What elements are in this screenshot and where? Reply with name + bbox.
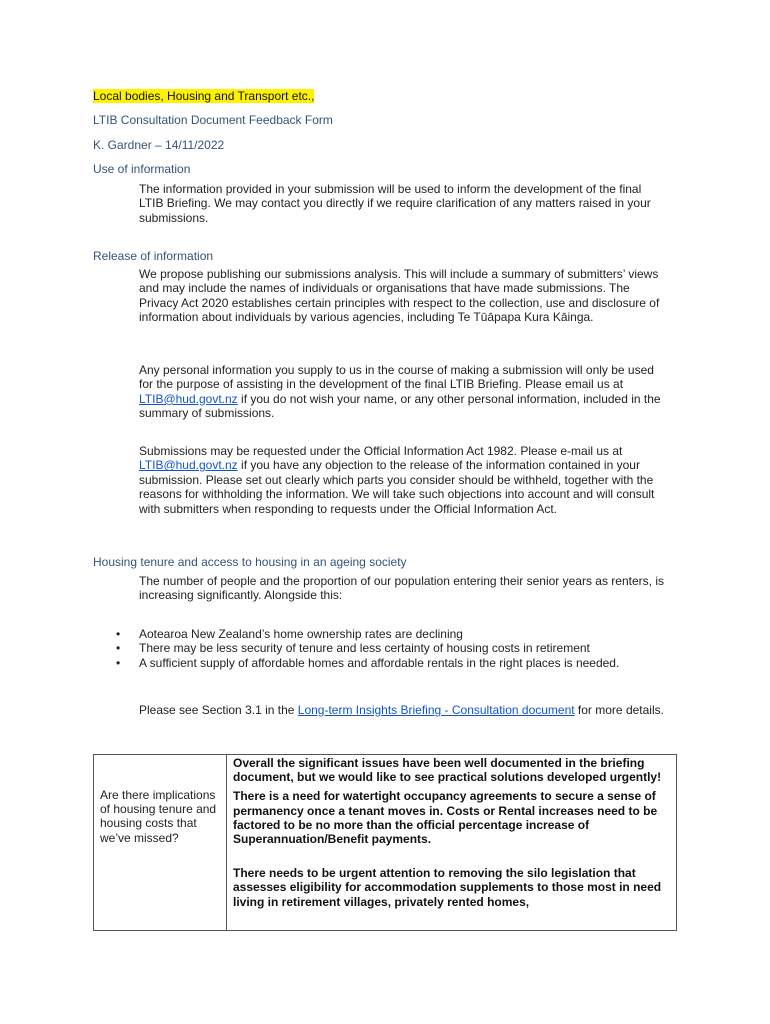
see-section-text: Please see Section 3.1 in the Long-term Insights Briefing - Consultation document for more details.	[139, 703, 664, 717]
housing-tenure-heading: Housing tenure and access to housing in an ageing society	[93, 555, 407, 569]
list-item: • There may be less security of tenure and less certainty of housing costs in retirement	[114, 641, 654, 655]
email-link[interactable]: LTIB@hud.govt.nz	[139, 391, 238, 406]
header-tag: Local bodies, Housing and Transport etc.,	[93, 89, 315, 103]
feedback-table	[93, 754, 677, 931]
answer-paragraph: There needs to be urgent attention to removing the silo legislation that assesses eligibility for accommodation supplements to those most in need living in retirement villages, privately rented homes,	[233, 866, 662, 909]
list-item: • Aotearoa New Zealand’s home ownership rates are declining	[114, 627, 654, 641]
answer-paragraph: There is a need for watertight occupancy agreements to secure a sense of permanency once a tenant moves in. Costs or Rental increases need to be factored to be no more than the official percentage increase of Superannuation/Benefit payments.	[233, 789, 658, 847]
answer-paragraph: Overall the significant issues have been well documented in the briefing document, but we would like to see practical solutions developed urgently!	[233, 756, 662, 785]
consultation-document-link[interactable]: Long-term Insights Briefing - Consultation document	[297, 703, 575, 717]
use-of-information-heading: Use of information	[93, 162, 191, 176]
answer-cell[interactable]	[227, 755, 677, 931]
release-of-information-heading: Release of information	[93, 249, 214, 263]
release-paragraph-1: We propose publishing our submissions analysis. This will include a summary of submitters’ views and may include the names of individuals or organisations that have made submissions. The Privacy Act 2020 establishes certain principles with respect to the collection, use and disclosure of information about individuals by various agencies, including Te Tūāpapa Kura Kāinga.	[139, 267, 660, 325]
housing-tenure-intro: The number of people and the proportion of our population entering their senior years as renters, is increasing significantly. Alongside this:	[139, 574, 664, 603]
list-item: • A sufficient supply of affordable homes and affordable rentals in the right places is needed.	[114, 656, 654, 670]
email-link[interactable]: LTIB@hud.govt.nz	[139, 458, 238, 473]
author-date: K. Gardner – 14/11/2022	[93, 138, 225, 152]
form-title: LTIB Consultation Document Feedback Form	[93, 113, 333, 127]
release-paragraph-2: Any personal information you supply to us in the course of making a submission will only be used for the purpose of assisting in the development of the final LTIB Briefing. Please email us at LTIB@hud.govt.nz if you do not wish your name, or any other personal information, included in the summary of submissions.	[139, 363, 661, 421]
housing-bullet-list	[114, 627, 654, 670]
release-paragraph-3: Submissions may be requested under the Official Information Act 1982. Please e-mail us at LTIB@hud.govt.nz if you have any objection to the release of the information contained in your submission. Please set out clearly which parts you consider should be withheld, together with the reasons for withholding the information. We will take such objections into account and will consult with submitters when responding to requests under the Official Information Act.	[139, 444, 655, 516]
use-of-information-text: The information provided in your submission will be used to inform the development of the final LTIB Briefing. We may contact you directly if we require clarification of any matters raised in your submissions.	[139, 182, 651, 225]
table-row	[94, 755, 677, 931]
question-cell: Are there implications of housing tenure and housing costs that we’ve missed?	[94, 755, 227, 931]
